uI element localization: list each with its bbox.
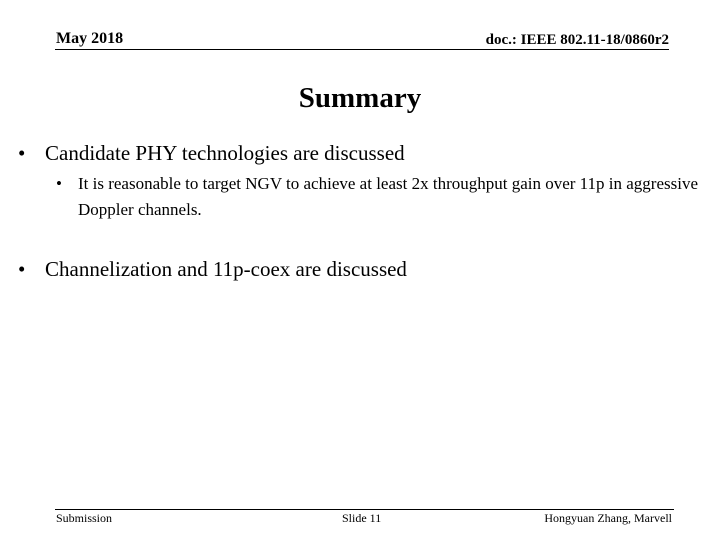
bullet-text: Candidate PHY technologies are discussed xyxy=(45,141,405,165)
bullet-dot-icon: • xyxy=(18,141,26,165)
header-date: May 2018 xyxy=(56,30,124,47)
sub-bullet-dot-icon: • xyxy=(56,174,62,193)
sub-bullet-text: It is reasonable to target NGV to achieve at least 2x throughput gain over 11p in aggressive Doppler channels. xyxy=(78,174,699,219)
footer-slide-number: Slide 11 xyxy=(342,511,382,525)
footer-submission: Submission xyxy=(56,511,113,525)
bullet-text: Channelization and 11p-coex are discussed xyxy=(45,257,407,281)
footer-author: Hongyuan Zhang, Marvell xyxy=(544,511,672,525)
slide-title: Summary xyxy=(298,82,422,114)
sub-bullet-item xyxy=(56,171,706,223)
header-doc-id: doc.: IEEE 802.11-18/0860r2 xyxy=(485,32,669,48)
bullet-dot-icon: • xyxy=(18,257,26,281)
header-divider xyxy=(55,49,669,50)
